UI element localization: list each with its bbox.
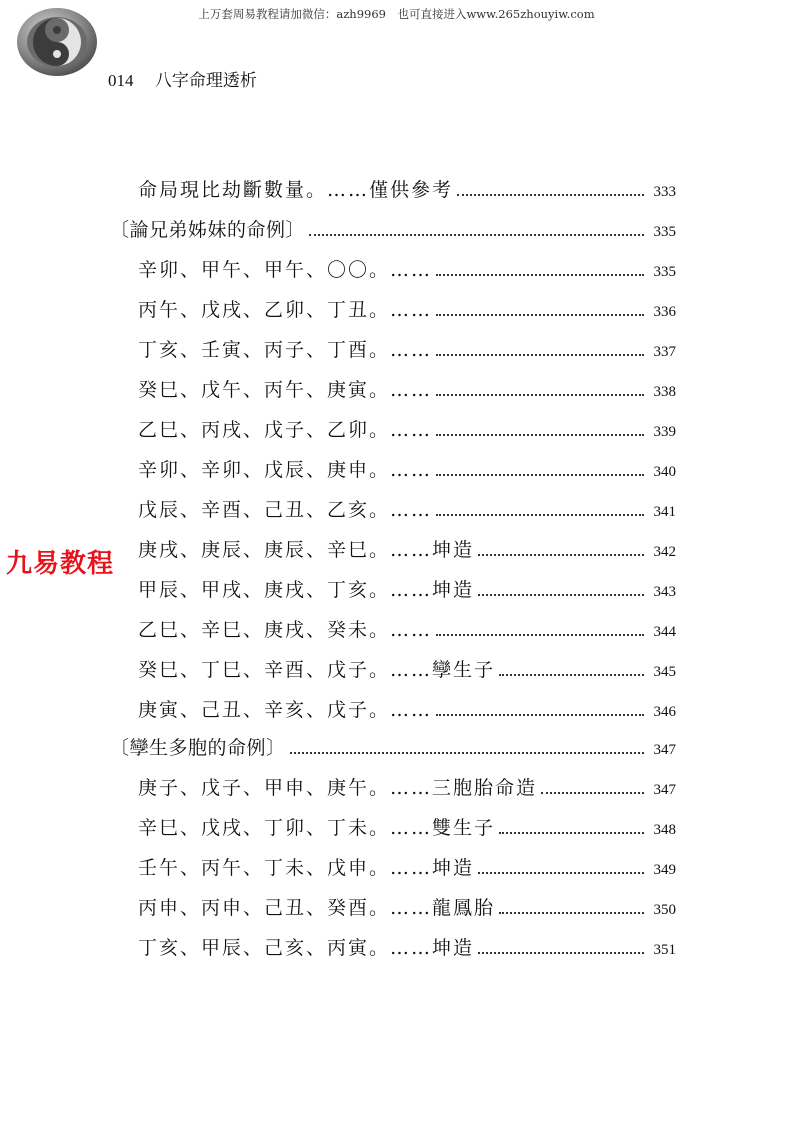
toc-entry-page: 346 bbox=[653, 704, 676, 720]
toc-section-heading bbox=[110, 218, 676, 242]
toc-entry bbox=[138, 578, 676, 602]
toc-entry-title: 丙午、戊戌、乙卯、丁丑。…… bbox=[138, 299, 433, 321]
dot-leader bbox=[436, 354, 644, 356]
toc-entry bbox=[138, 658, 676, 682]
toc-entry-page: 338 bbox=[653, 384, 676, 400]
dot-leader bbox=[436, 274, 644, 276]
dot-leader bbox=[309, 234, 644, 236]
toc-entry bbox=[138, 538, 676, 562]
toc-entry bbox=[138, 298, 676, 322]
toc-entry bbox=[138, 178, 676, 202]
dot-leader bbox=[436, 514, 644, 516]
toc-entry-title: 丙申、丙申、己丑、癸酉。……龍鳳胎 bbox=[138, 897, 496, 919]
dot-leader bbox=[478, 872, 644, 874]
toc-entry bbox=[138, 816, 676, 840]
toc-entry-page: 351 bbox=[653, 942, 676, 958]
toc-entry bbox=[138, 936, 676, 960]
toc-entry-title: 庚子、戊子、甲申、庚午。……三胞胎命造 bbox=[138, 777, 538, 799]
toc-entry bbox=[138, 698, 676, 722]
dot-leader bbox=[499, 674, 644, 676]
toc-entry-title: 癸巳、戊午、丙午、庚寅。…… bbox=[138, 379, 433, 401]
dot-leader bbox=[436, 314, 644, 316]
dot-leader bbox=[436, 394, 644, 396]
toc-entry bbox=[138, 418, 676, 442]
toc-entry-title: 乙巳、辛巳、庚戌、癸未。…… bbox=[138, 619, 433, 641]
toc-entry-page: 350 bbox=[653, 902, 676, 918]
toc-entry bbox=[138, 378, 676, 402]
dot-leader bbox=[436, 634, 644, 636]
toc-entry-page: 337 bbox=[653, 344, 676, 360]
toc-entry-page: 340 bbox=[653, 464, 676, 480]
toc-entry-title: 丁亥、壬寅、丙子、丁酉。…… bbox=[138, 339, 433, 361]
toc-entry-page: 347 bbox=[653, 742, 676, 758]
toc-entry-page: 345 bbox=[653, 664, 676, 680]
toc-entry-page: 336 bbox=[653, 304, 676, 320]
toc-entry-title: 辛巳、戊戌、丁卯、丁未。……雙生子 bbox=[138, 817, 496, 839]
dot-leader bbox=[436, 474, 644, 476]
toc-entry bbox=[138, 856, 676, 880]
page-number: 014 bbox=[108, 71, 134, 90]
toc-entry-page: 339 bbox=[653, 424, 676, 440]
book-title: 八字命理透析 bbox=[154, 71, 257, 91]
toc-entry-page: 335 bbox=[653, 264, 676, 280]
toc-entry-title: 庚戌、庚辰、庚辰、辛巳。……坤造 bbox=[138, 539, 475, 561]
dot-leader bbox=[478, 554, 644, 556]
toc-entry bbox=[138, 776, 676, 800]
toc-entry bbox=[138, 338, 676, 362]
toc-entry-page: 344 bbox=[653, 624, 676, 640]
toc-entry bbox=[138, 896, 676, 920]
toc-entry-page: 347 bbox=[653, 782, 676, 798]
dot-leader bbox=[499, 912, 644, 914]
dot-leader bbox=[457, 194, 644, 196]
toc-entry bbox=[138, 498, 676, 522]
toc-entry-title: 甲辰、甲戌、庚戌、丁亥。……坤造 bbox=[138, 579, 475, 601]
watermark-text: 九易教程 bbox=[6, 549, 115, 579]
toc-entry-title: 戊辰、辛酉、己丑、乙亥。…… bbox=[138, 499, 433, 521]
toc-entry-title: 丁亥、甲辰、己亥、丙寅。……坤造 bbox=[138, 937, 475, 959]
toc-entry-page: 349 bbox=[653, 862, 676, 878]
toc-entry-page: 343 bbox=[653, 584, 676, 600]
toc-entry bbox=[138, 458, 676, 482]
toc-section-heading bbox=[110, 736, 676, 760]
toc-entry-page: 335 bbox=[653, 224, 676, 240]
toc-entry bbox=[138, 258, 676, 282]
toc-entry-title: 乙巳、丙戌、戊子、乙卯。…… bbox=[138, 419, 433, 441]
dot-leader bbox=[436, 434, 644, 436]
toc-entry-title: 辛卯、甲午、甲午、〇〇。…… bbox=[138, 259, 433, 281]
toc-entry-title: 〔論兄弟姊妹的命例〕 bbox=[110, 219, 306, 241]
dot-leader bbox=[436, 714, 644, 716]
toc-entry-page: 342 bbox=[653, 544, 676, 560]
dot-leader bbox=[478, 594, 644, 596]
toc-entry-title: 命局現比劫斷數量。……僅供參考 bbox=[138, 179, 454, 201]
toc-entry-title: 辛卯、辛卯、戊辰、庚申。…… bbox=[138, 459, 433, 481]
toc-entry-title: 〔孿生多胞的命例〕 bbox=[110, 737, 286, 759]
toc-entry-title: 癸巳、丁巳、辛酉、戊子。……孿生子 bbox=[138, 659, 496, 681]
dot-leader bbox=[499, 832, 644, 834]
toc-entry-page: 333 bbox=[653, 184, 676, 200]
toc-entry-title: 庚寅、己丑、辛亥、戊子。…… bbox=[138, 699, 433, 721]
toc-entry-page: 341 bbox=[653, 504, 676, 520]
dot-leader bbox=[478, 952, 644, 954]
dot-leader bbox=[290, 752, 644, 754]
dot-leader bbox=[541, 792, 644, 794]
top-banner: 上万套周易教程请加微信：azh9969 也可直接进入www.265zhouyiw.com bbox=[198, 7, 595, 21]
toc-entry-title: 壬午、丙午、丁未、戊申。……坤造 bbox=[138, 857, 475, 879]
toc-entry-page: 348 bbox=[653, 822, 676, 838]
toc-entry bbox=[138, 618, 676, 642]
